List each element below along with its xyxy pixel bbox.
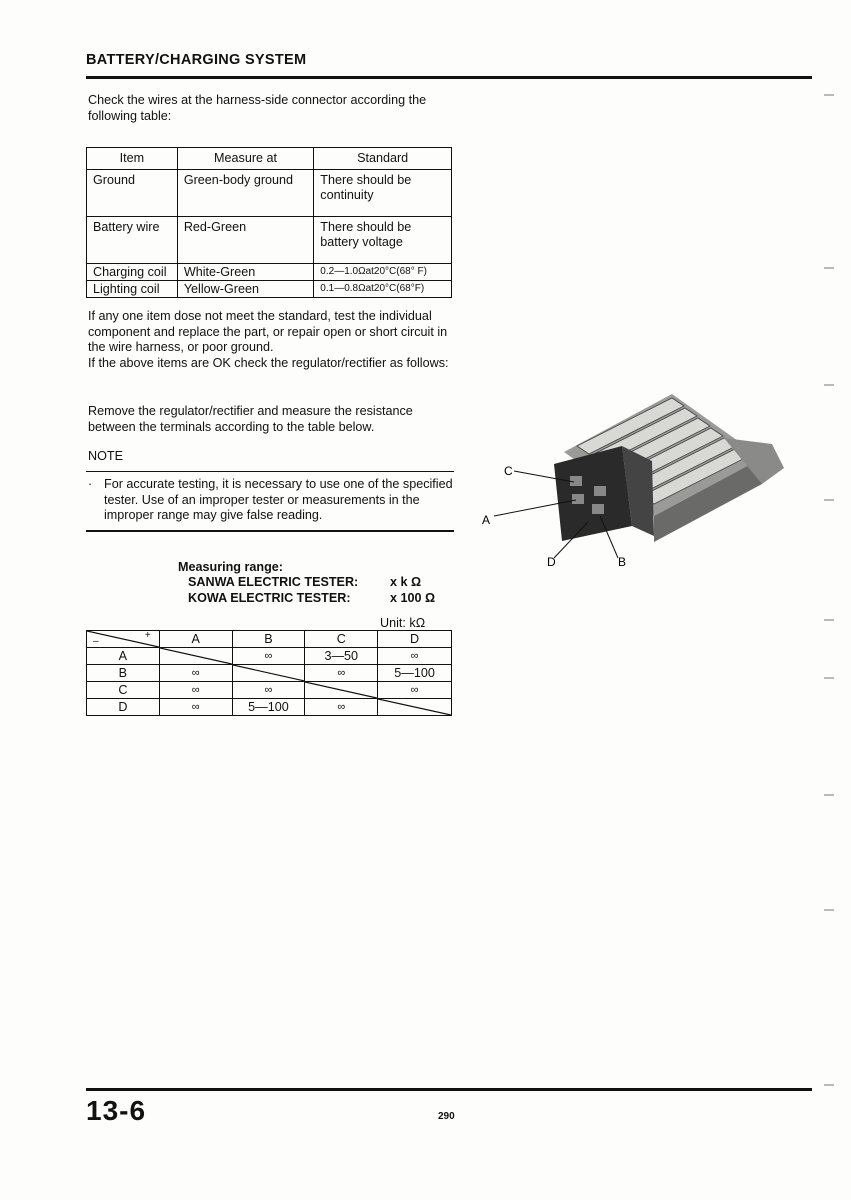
measure-cell: Green-body ground — [177, 170, 313, 217]
tester-range: x k Ω — [390, 575, 422, 589]
regulator-rectifier-photo — [472, 376, 812, 576]
resistance-table — [86, 630, 452, 716]
value-cell: ∞ — [232, 648, 305, 665]
standard-cell: There should be continuity — [314, 170, 452, 217]
value-cell: 5—100 — [232, 699, 305, 716]
item-cell: Lighting coil — [87, 281, 178, 298]
wire-check-table — [86, 147, 452, 298]
measure-cell: Yellow-Green — [177, 281, 313, 298]
column-header: A — [159, 631, 232, 648]
value-cell: 3—50 — [305, 648, 378, 665]
value-cell: ∞ — [232, 682, 305, 699]
measure-cell: Red-Green — [177, 217, 313, 264]
value-cell: ∞ — [305, 699, 378, 716]
standard-cell: There should be battery voltage — [314, 217, 452, 264]
corner-cell — [87, 631, 160, 648]
body-paragraph: If the above items are OK check the regulator/rectifier as follows: — [88, 356, 449, 370]
header-cell: Standard — [314, 148, 452, 170]
table-row — [87, 170, 452, 217]
standard-cell: 0.1—0.8Ωat20°C(68°F) — [314, 281, 452, 298]
table-row — [87, 648, 452, 665]
note-item — [88, 477, 454, 524]
body-paragraph: Remove the regulator/rectifier and measure the resistance between the terminals according to the table below. — [88, 404, 413, 434]
diagonal-cell — [159, 648, 232, 665]
item-cell: Charging coil — [87, 264, 178, 281]
minus-label: – — [93, 636, 99, 647]
measure-cell: White-Green — [177, 264, 313, 281]
label-b: B — [618, 555, 627, 569]
header-cell: Item — [87, 148, 178, 170]
table-row — [87, 281, 452, 298]
value-cell: ∞ — [305, 665, 378, 682]
table-header-row — [87, 148, 452, 170]
column-header: C — [305, 631, 378, 648]
column-header: B — [232, 631, 305, 648]
value-cell: ∞ — [159, 682, 232, 699]
table-row — [87, 699, 452, 716]
value-cell: ∞ — [378, 648, 452, 665]
connector-block — [554, 446, 654, 541]
unit-label: Unit: kΩ — [380, 616, 426, 630]
section-title: BATTERY/CHARGING SYSTEM — [86, 52, 307, 68]
bullet-icon: · — [88, 477, 93, 491]
binding-edge-marks — [820, 0, 850, 1200]
note-text: For accurate testing, it is necessary to use one of the specified tester. Use of an improper tester or measurements in the improper range may give false reading. — [104, 477, 453, 522]
value-cell: ∞ — [159, 665, 232, 682]
tester-name: SANWA ELECTRIC TESTER: — [188, 575, 359, 589]
item-cell: Ground — [87, 170, 178, 217]
item-cell: Battery wire — [87, 217, 178, 264]
header-cell: Measure at — [177, 148, 313, 170]
measuring-range-label: Measuring range: — [178, 560, 283, 574]
page-number: 13-6 — [86, 1095, 147, 1126]
value-cell: ∞ — [159, 699, 232, 716]
header-rule — [86, 76, 812, 79]
label-d: D — [547, 555, 556, 569]
label-c: C — [504, 464, 513, 478]
table-header-row — [87, 631, 452, 648]
diagonal-cell — [305, 682, 378, 699]
note-divider — [86, 471, 454, 472]
note-label: NOTE — [88, 449, 123, 463]
label-a: A — [482, 513, 491, 527]
plus-label: + — [144, 630, 151, 641]
tester-name: KOWA ELECTRIC TESTER: — [188, 591, 351, 605]
row-header: D — [87, 699, 160, 716]
range-row — [188, 591, 436, 605]
diagonal-cell — [232, 665, 305, 682]
value-cell: ∞ — [378, 682, 452, 699]
row-header: A — [87, 648, 160, 665]
value-cell: 5—100 — [378, 665, 452, 682]
table-row — [87, 665, 452, 682]
diagonal-cell — [378, 699, 452, 716]
footer-rule — [86, 1088, 812, 1091]
table-row — [87, 264, 452, 281]
range-row — [188, 575, 422, 589]
intro-text: Check the wires at the harness-side connector according the following table: — [88, 93, 427, 123]
column-header: D — [378, 631, 452, 648]
row-header: B — [87, 665, 160, 682]
folio-number: 290 — [438, 1111, 455, 1122]
note-divider — [86, 530, 454, 532]
table-row — [87, 682, 452, 699]
standard-cell: 0.2—1.0Ωat20°C(68° F) — [314, 264, 452, 281]
row-header: C — [87, 682, 160, 699]
tester-range: x 100 Ω — [390, 591, 436, 605]
table-row — [87, 217, 452, 264]
body-paragraph: If any one item dose not meet the standard, test the individual component and replace the part, or repair open or short circuit in the wire harness, or poor ground. — [88, 309, 448, 354]
